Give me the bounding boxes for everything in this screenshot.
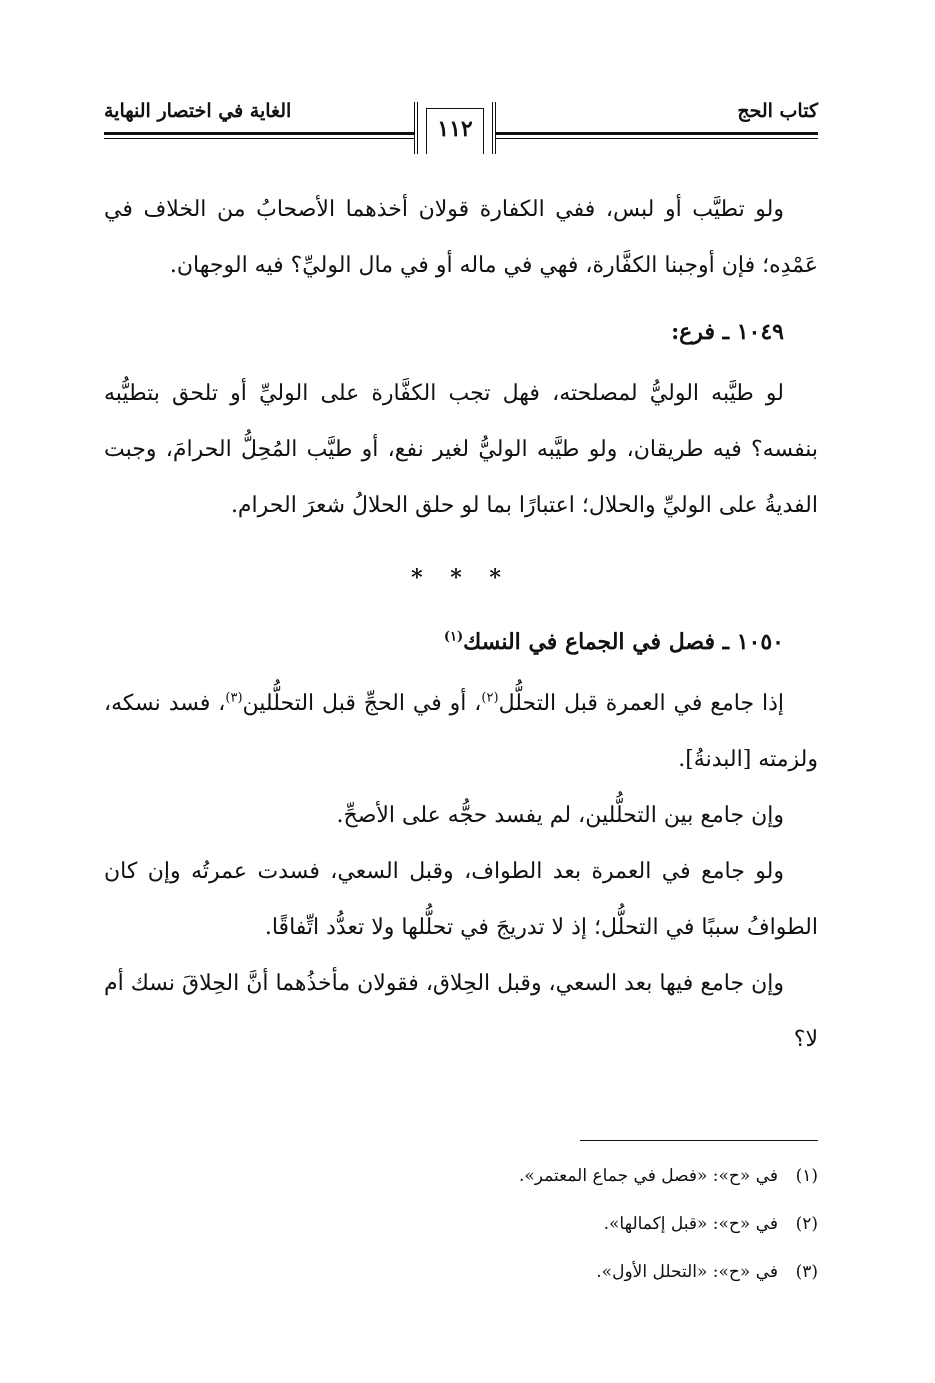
footnote-1: [104, 1152, 818, 1200]
footnote-2: [104, 1200, 818, 1248]
footnote-number: (٣): [795, 1262, 818, 1282]
footnote-text: في «ح»: «قبل إكمالها».: [603, 1214, 778, 1234]
footnote-number: (٢): [795, 1214, 818, 1234]
paragraph-6: وإن جامع فيها بعد السعي، وقبل الحِلاق، فقولان مأخذُهما أنَّ الحِلاقَ نسك أم لا؟: [103, 971, 818, 1052]
header-book-title: الغاية في اختصار النهاية: [104, 100, 292, 122]
paragraph-3-part-a: إذا جامع في العمرة قبل التحلُّل: [498, 691, 784, 716]
section-divider-stars: * * *: [411, 565, 511, 591]
header-section-name: كتاب الحج: [737, 100, 818, 122]
footnote-text: في «ح»: «التحلل الأول».: [596, 1262, 778, 1282]
paragraph-3: [104, 676, 818, 788]
footnote-ref-3: (٣): [225, 690, 243, 706]
footnote-text: في «ح»: «فصل في جماع المعتمر».: [519, 1166, 778, 1186]
paragraph-4: وإن جامع بين التحلُّلين، لم يفسد حجُّه على الأصحِّ.: [336, 803, 784, 828]
footnote-3: [104, 1248, 818, 1296]
section-title: [104, 614, 818, 670]
running-header: [104, 90, 818, 160]
section-title-text: ١٠٥٠ ـ فصل في الجماع في النسك: [463, 629, 784, 655]
footnotes: [104, 1152, 818, 1296]
paragraph-2: لو طيَّبه الوليُّ لمصلحته، فهل تجب الكفَّارة على الوليِّ أو تلحق بتطيُّبه بنفسه؟ فيه طريقان، ولو طيَّبه الوليُّ لغير نفع، أو طيَّب المُحِلُّ الحرامَ، وجبت الفديةُ على الوليِّ والحلال؛ اعتبارًا بما لو حلق الحلالُ شعرَ الحرام.: [104, 381, 818, 518]
branch-heading: ١٠٤٩ ـ فرع:: [671, 319, 784, 345]
book-page: [104, 90, 818, 1330]
footnote-ref-1: (١): [443, 629, 464, 645]
footnote-separator: [580, 1140, 818, 1141]
page-number: ١١٢: [426, 108, 484, 154]
paragraph-3-part-b: ، أو في الحجِّ قبل التحلُّلين: [242, 691, 482, 716]
footnote-ref-2: (٢): [481, 690, 499, 706]
footnote-number: (١): [795, 1166, 818, 1186]
paragraph-1: ولو تطيَّب أو لبس، ففي الكفارة قولان أخذهما الأصحابُ من الخلاف في عَمْدِه؛ فإن أوجبنا الكفَّارة، فهي في ماله أو في مال الوليِّ؟ فيه الوجهان.: [104, 197, 818, 278]
paragraph-5: ولو جامع في العمرة بعد الطواف، وقبل السعي، فسدت عمرتُه وإن كان الطوافُ سببًا في التحلُّل؛ إذ لا تدريجَ في تحلُّلها ولا تعدُّد اتِّفاقًا.: [104, 859, 818, 940]
paragraph-3-part-c: ، فسد نسكه، ولزمته [البدنةُ].: [104, 691, 818, 772]
page-number-frame: [414, 102, 496, 154]
page-body: [104, 182, 818, 1068]
